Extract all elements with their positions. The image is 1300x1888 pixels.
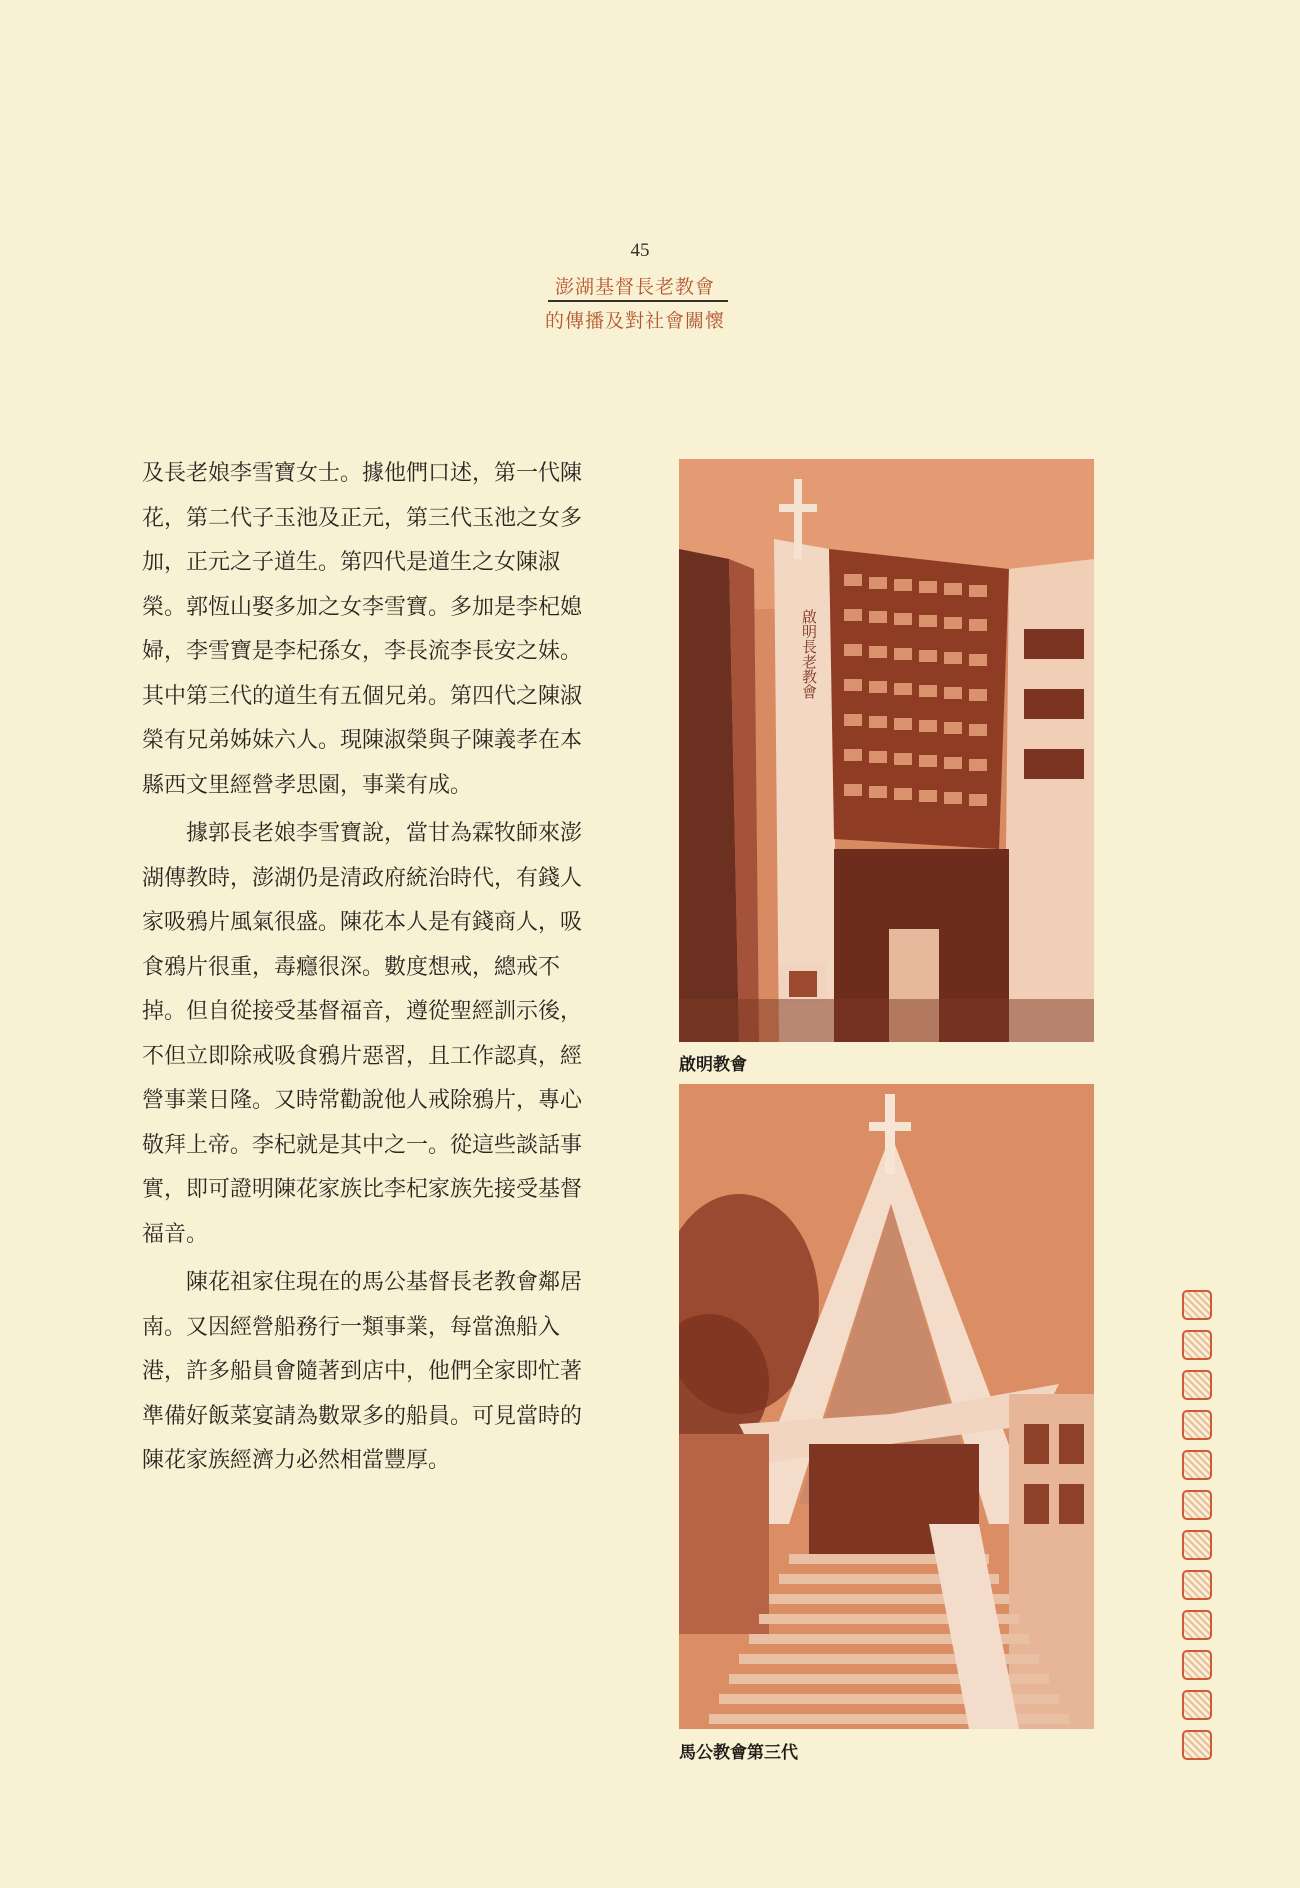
seal-stamp bbox=[1182, 1650, 1212, 1680]
paragraph-3: 陳花祖家住現在的馬公基督長老教會鄰居南。又因經營船務行一類事業，每當漁船入港，許多船員會隨著到店中，他們全家即忙著準備好飯菜宴請為數眾多的船員。可見當時的陳花家族經濟力必然相當豐厚。 bbox=[142, 1270, 583, 1473]
paragraph-1: 及長老娘李雪寶女士。據他們口述，第一代陳花，第二代子玉池及正元，第三代玉池之女多加，正元之子道生。第四代是道生之女陳淑榮。郭恆山娶多加之女李雪寶。多加是李杞媳婦，李雪寶是李杞孫女，李長流李長安之妹。其中第三代的道生有五個兄弟。第四代之陳淑榮有兄弟姊妹六人。現陳淑榮與子陳義孝在本縣西文里經營孝思園，事業有成。 bbox=[142, 461, 583, 798]
page-number: 45 bbox=[630, 240, 650, 261]
seal-stamp bbox=[1182, 1330, 1212, 1360]
seal-stamp bbox=[1182, 1290, 1212, 1320]
seal-stamp bbox=[1182, 1610, 1212, 1640]
photo1-caption: 啟明教會 bbox=[679, 1055, 747, 1075]
seal-stamp bbox=[1182, 1410, 1212, 1440]
running-title-line1: 澎湖基督長老教會 bbox=[554, 276, 715, 298]
seal-stamp bbox=[1182, 1370, 1212, 1400]
seal-stamp bbox=[1182, 1690, 1212, 1720]
photo2-caption: 馬公教會第三代 bbox=[679, 1743, 798, 1763]
header-rule bbox=[548, 300, 728, 302]
seal-stamp bbox=[1182, 1730, 1212, 1760]
seal-stamp bbox=[1182, 1450, 1212, 1480]
body-text bbox=[142, 452, 598, 1484]
paragraph-2: 據郭長老娘李雪寶說，當甘為霖牧師來澎湖傳教時，澎湖仍是清政府統治時代，有錢人家吸鴉片風氣很盛。陳花本人是有錢商人，吸食鴉片很重，毒癮很深。數度想戒，總戒不掉。但自從接受基督福音，遵從聖經訓示後，不但立即除戒吸食鴉片惡習，且工作認真，經營事業日隆。又時常勸說他人戒除鴉片，專心敬拜上帝。李杞就是其中之一。從這些談話事實，即可證明陳花家族比李杞家族先接受基督福音。 bbox=[142, 821, 583, 1247]
seal-stamp bbox=[1182, 1570, 1212, 1600]
qiming-church-photo bbox=[679, 459, 1094, 1042]
decorative-seal-column bbox=[1177, 1290, 1217, 1760]
church-sign-text: 啟明長老教會 bbox=[800, 609, 818, 699]
seal-stamp bbox=[1182, 1490, 1212, 1520]
magong-church-photo bbox=[679, 1084, 1094, 1729]
seal-stamp bbox=[1182, 1530, 1212, 1560]
running-title-line2: 的傳播及對社會關懷 bbox=[544, 310, 725, 332]
